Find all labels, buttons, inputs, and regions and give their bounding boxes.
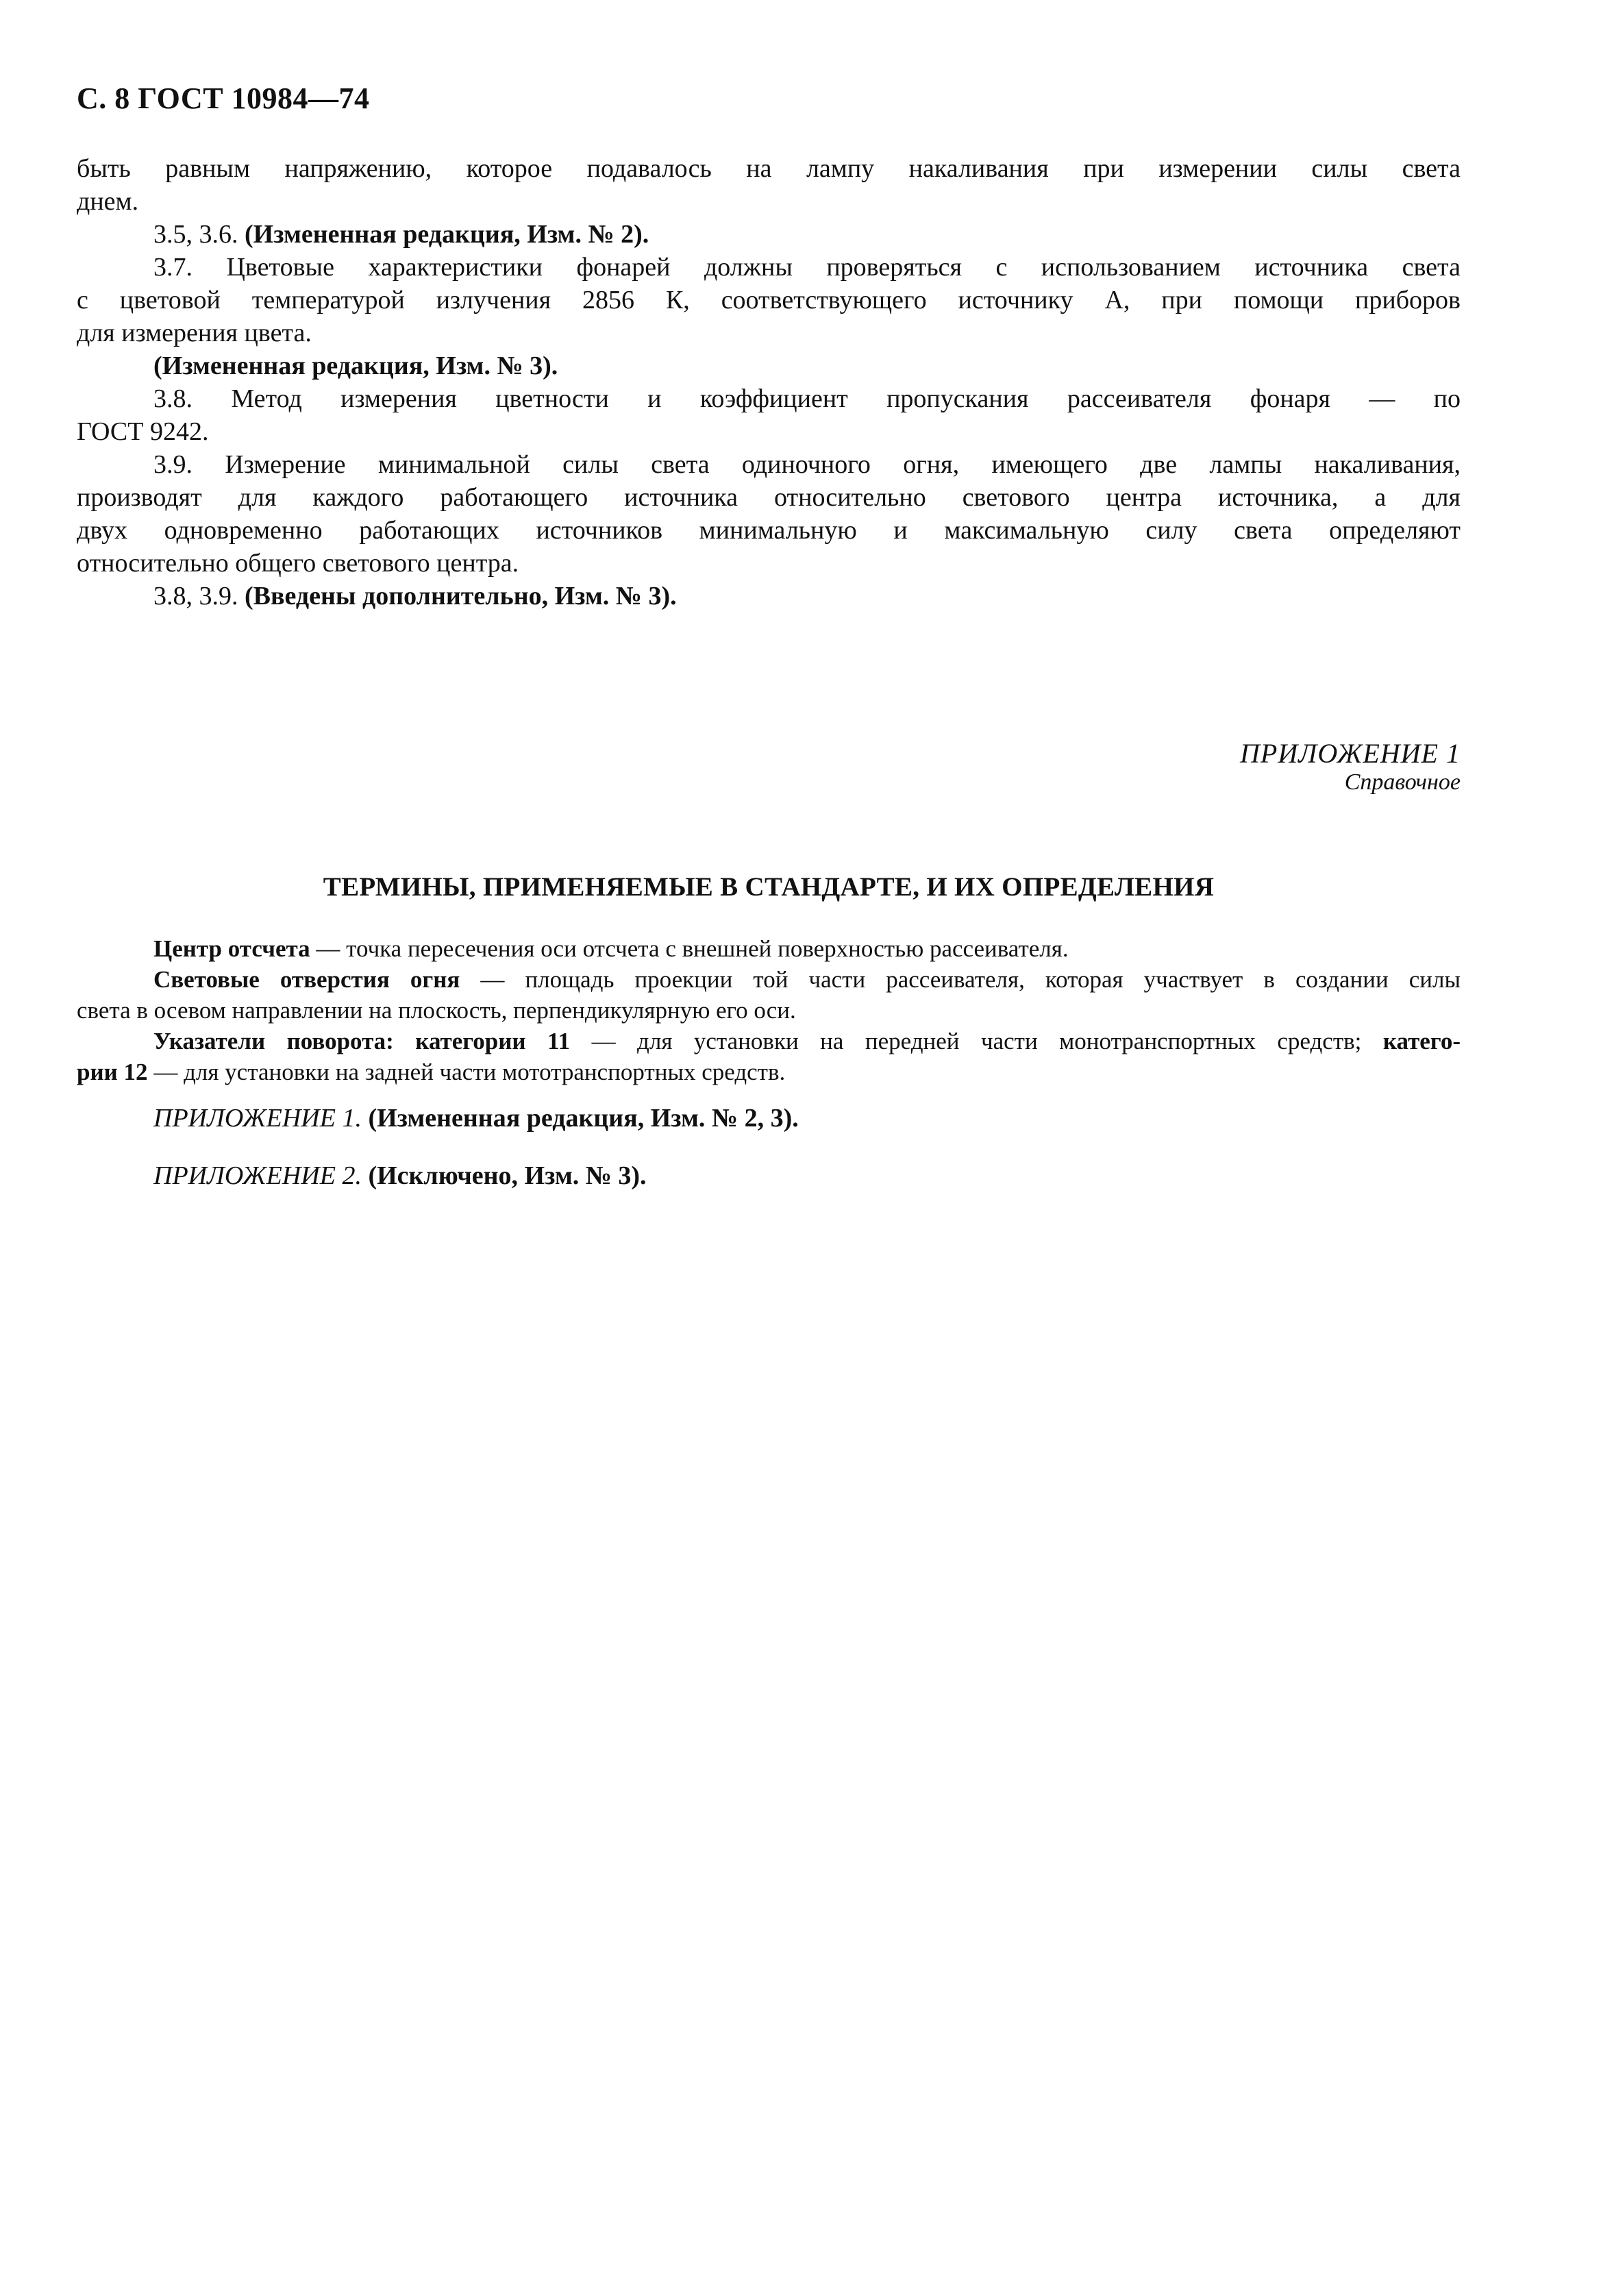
appendix-note-1: ПРИЛОЖЕНИЕ 1. (Измененная редакция, Изм. № 2, 3). xyxy=(153,1104,799,1133)
definition-line: Световые отверстия огня — площадь проекции той части рассеивателя, которая участвует в создании силы xyxy=(153,966,1461,993)
text-line: с цветовой температурой излучения 2856 К, соответствующего источнику А, при помощи приборов xyxy=(77,286,1461,314)
definition-line: рии 12 — для установки на задней части мототранспортных средств. xyxy=(77,1059,786,1085)
appendix-title: ПРИЛОЖЕНИЕ 1 xyxy=(1240,738,1461,769)
definition-line: Указатели поворота: категории 11 — для установки на передней части монотранспортных средств; катего- xyxy=(153,1028,1461,1054)
text-line: двух одновременно работающих источников минимальную и максимальную силу света определяют xyxy=(77,516,1461,545)
definition-line: света в осевом направлении на плоскость, перпендикулярную его оси. xyxy=(77,997,796,1024)
text-line: днем. xyxy=(77,187,139,216)
text-line: 3.8. Метод измерения цветности и коэффициент пропускания рассеивателя фонаря — по xyxy=(153,384,1461,413)
page-header: С. 8 ГОСТ 10984—74 xyxy=(77,82,370,115)
section-heading: ТЕРМИНЫ, ПРИМЕНЯЕМЫЕ В СТАНДАРТЕ, И ИХ ОПРЕДЕЛЕНИЯ xyxy=(323,872,1215,902)
text-line: производят для каждого работающего источника относительно светового центра источника, а для xyxy=(77,483,1461,512)
appendix-subtitle: Справочное xyxy=(1344,769,1461,795)
text-line: 3.8, 3.9. (Введены дополнительно, Изм. № 3). xyxy=(153,582,677,610)
text-line: относительно общего светового центра. xyxy=(77,549,519,578)
text-line: 3.9. Измерение минимальной силы света одиночного огня, имеющего две лампы накаливания, xyxy=(153,450,1461,479)
appendix-note-2: ПРИЛОЖЕНИЕ 2. (Исключено, Изм. № 3). xyxy=(153,1161,647,1190)
text-line: быть равным напряжению, которое подавалось на лампу накаливания при измерении силы света xyxy=(77,154,1461,183)
amendment-note: (Измененная редакция, Изм. № 3). xyxy=(153,351,558,380)
text-line: для измерения цвета. xyxy=(77,319,312,347)
section-3-text xyxy=(77,152,1461,613)
definitions-block xyxy=(77,933,1461,1087)
appendix-label xyxy=(1240,739,1461,796)
text-line: ГОСТ 9242. xyxy=(77,417,209,446)
text-line: 3.7. Цветовые характеристики фонарей должны проверяться с использованием источника света xyxy=(153,253,1461,282)
text-line: 3.5, 3.6. (Измененная редакция, Изм. № 2). xyxy=(153,220,649,249)
definition-line: Центр отсчета — точка пересечения оси отсчета с внешней поверхностью рассеивателя. xyxy=(153,935,1069,962)
